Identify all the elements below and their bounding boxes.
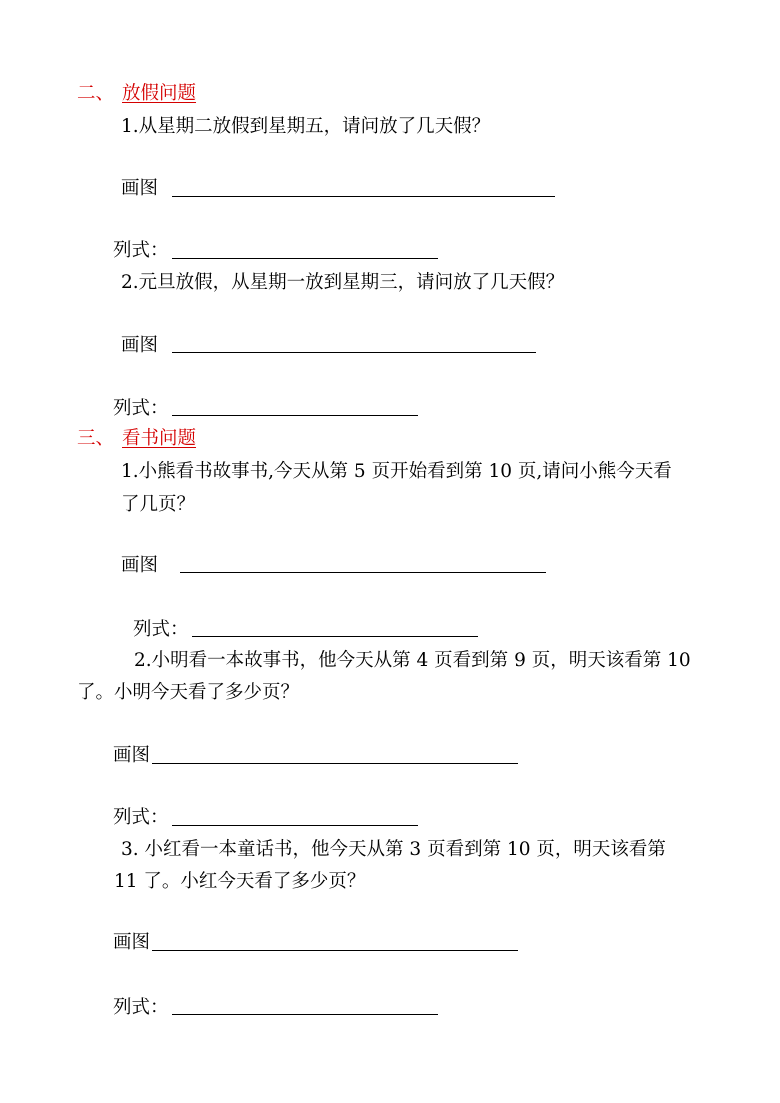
draw-label: 画图 [121, 178, 159, 199]
section-title: 放假问题 [122, 83, 197, 104]
question-text: 2.元旦放假，从星期一放到星期三，请问放了几天假？ [121, 272, 565, 293]
question-text: 11 了。小红今天看了多少页？ [114, 871, 366, 892]
answer-line[interactable] [152, 950, 518, 951]
formula-label: 列式： [113, 997, 169, 1018]
answer-line[interactable] [192, 636, 478, 637]
question-text: 1.从星期二放假到星期五，请问放了几天假？ [121, 116, 491, 137]
answer-line[interactable] [172, 1014, 438, 1015]
draw-label: 画图 [121, 555, 159, 576]
answer-line[interactable] [172, 196, 555, 197]
answer-line[interactable] [172, 258, 438, 259]
question-text: 了。小明今天看了多少页？ [77, 682, 300, 703]
section-number: 三、 [77, 428, 115, 449]
answer-line[interactable] [152, 763, 518, 764]
formula-label: 列式： [133, 619, 189, 640]
question-text: 2.小明看一本故事书，他今天从第 4 页看到第 9 页，明天该看第 10 [134, 650, 691, 671]
question-text: 了几页？ [121, 494, 196, 515]
formula-label: 列式： [113, 240, 169, 261]
question-text: 3. 小红看一本童话书，他今天从第 3 页看到第 10 页，明天该看第 [121, 839, 666, 860]
formula-label: 列式： [113, 398, 169, 419]
section-title: 看书问题 [122, 428, 197, 449]
answer-line[interactable] [172, 415, 418, 416]
draw-label: 画图 [121, 335, 159, 356]
answer-line[interactable] [180, 572, 546, 573]
section-number: 二、 [77, 83, 115, 104]
formula-label: 列式： [113, 807, 169, 828]
question-text: 1.小熊看书故事书,今天从第 5 页开始看到第 10 页,请问小熊今天看 [121, 461, 672, 482]
answer-line[interactable] [172, 352, 536, 353]
draw-label: 画图 [113, 745, 151, 766]
draw-label: 画图 [113, 932, 151, 953]
answer-line[interactable] [172, 825, 418, 826]
